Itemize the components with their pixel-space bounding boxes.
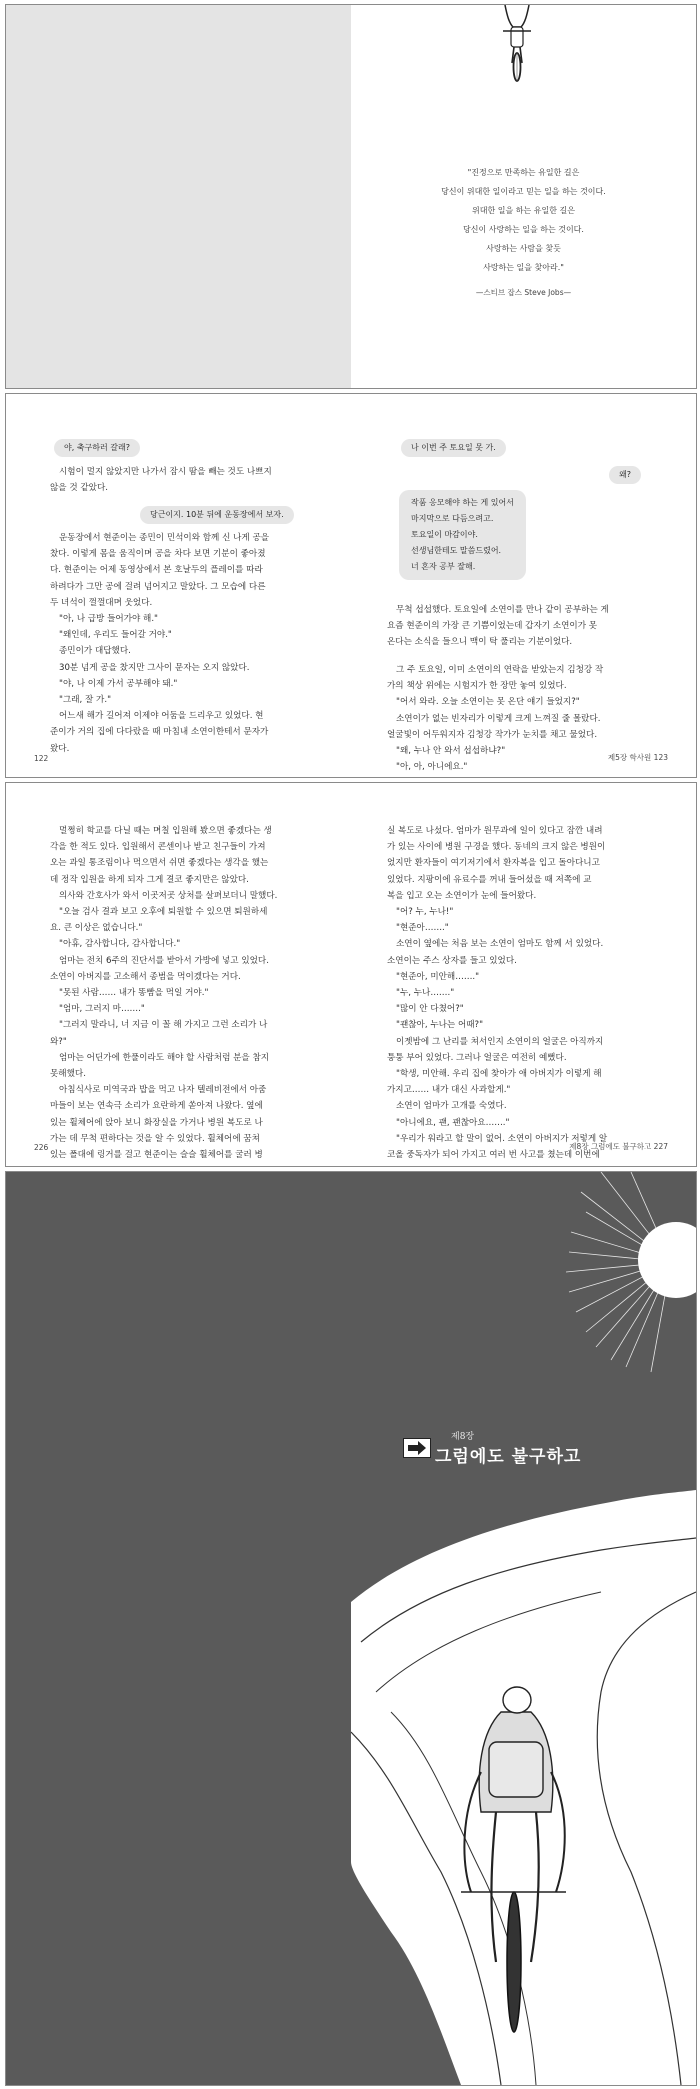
text-line: 하려다가 그만 공에 걸려 넘어지고 말았다. 그 모습에 다른	[50, 581, 266, 592]
text-line: 었지만 환자들이 여기저기에서 환자복을 입고 돌아다니고	[387, 858, 600, 869]
body-paragraph	[387, 602, 659, 651]
page-number: 226	[34, 1143, 49, 1152]
text-line: "학생, 미안해. 우리 집에 찾아가 애 아버지가 이렇게 해	[396, 1069, 602, 1080]
text-line: 운동장에서 현준이는 종민이 민석이와 함께 신 나게 공을	[59, 533, 270, 543]
body-paragraph	[50, 823, 315, 1163]
blank-gray-page	[6, 5, 351, 388]
bubble-line: 너 혼자 공부 잘해.	[411, 562, 476, 571]
chat-bubble-incoming: 나 이번 주 토요일 못 가.	[401, 439, 506, 457]
quote-line: 당신이 위대한 일이라고 믿는 일을 하는 것이다.	[441, 187, 606, 196]
bubble-line: 선생님한테도 말씀드렸어.	[411, 546, 502, 555]
quote-author: —스티브 잡스 Steve Jobs—	[475, 288, 572, 297]
chapter-number: 제8장	[451, 1432, 475, 1442]
text-line: 가지고…… 내가 대신 사과할게."	[387, 1085, 511, 1096]
text-line: 아침식사로 미역국과 밥을 먹고 나자 텔레비전에서 아줌	[59, 1085, 267, 1096]
page-number: 제5장 학사원 123	[607, 753, 668, 762]
text-line: 퉁퉁 부어 있었다. 그러나 얼굴은 여전히 예뻤다.	[387, 1052, 567, 1063]
text-line: "아, 나 급방 들어가야 해."	[59, 614, 159, 625]
text-line: 와?"	[50, 1036, 67, 1047]
chapter-opener-page	[351, 1172, 696, 2085]
text-line: "아니에요, 괜, 괜찮아요……."	[396, 1117, 510, 1128]
text-line: 다. 현준이는 어제 동영상에서 본 호날두의 플레이를 따라	[50, 565, 263, 576]
text-line: 엄마는 어딘가에 한풀이라도 해야 할 사람처럼 분을 참지	[59, 1052, 270, 1063]
text-line: "우리가 워라고 할 말이 없어. 소연이 아버지가 저렇게 알	[396, 1133, 608, 1144]
bubble-line: 작품 응모해야 하는 게 있어서	[411, 498, 514, 507]
epigraph-page	[351, 5, 696, 388]
text-line: 소연이는 주스 상자를 들고 있었다.	[387, 955, 517, 966]
text-line: "못된 사람…… 내가 똥빰을 먹일 거야."	[59, 988, 209, 999]
text-line: 30분 넘게 공을 찼지만 그사이 문자는 오지 않았다.	[59, 662, 250, 673]
chat-bubble-outgoing: 왜?	[609, 466, 641, 484]
page-122	[6, 394, 351, 777]
text-line: 이젯밤에 그 난리를 쳐서인지 소연이의 얼굴은 아직까지	[396, 1036, 604, 1047]
epigraph-quote	[351, 163, 696, 277]
bubble-line: 토요일이 마감이야.	[411, 530, 478, 539]
body-paragraph	[387, 823, 659, 1163]
quote-line: "진정으로 만족하는 유일한 길은	[467, 168, 580, 177]
text-line: 오는 과일 통조림이나 먹으면서 쉬면 좋겠다는 생각을 했는	[50, 858, 269, 869]
text-line: 엄마는 전치 6주의 진단서를 받아서 가방에 넣고 있었다.	[59, 955, 269, 966]
chapter-title: 그럼에도 불구하고	[435, 1447, 582, 1467]
text-line: 있었다. 지팡이에 유료수를 꺼내 들어섰을 때 저쪽에 교	[387, 874, 592, 885]
text-line: 왔다.	[50, 743, 70, 754]
arrow-sign-icon	[403, 1438, 431, 1458]
quote-line: 사랑하는 일을 찾아라."	[483, 263, 564, 272]
text-line: "현준아, 미안해……."	[396, 971, 480, 982]
text-line: 어느새 해가 길어져 이제야 어둠을 드리우고 있었다. 현	[59, 711, 264, 722]
text-line: 있는 폴대에 링거를 걸고 현준이는 슬슬 휠체어를 굴러 병	[50, 1150, 263, 1161]
chat-bubble-incoming-long	[399, 490, 526, 580]
bubble-line: 마지막으로 다듬으려고.	[411, 514, 494, 523]
page-number: 122	[34, 754, 49, 763]
quote-line: 당신이 사랑하는 일을 하는 것이다.	[463, 225, 584, 234]
text-line: 무척 섭섭했다. 토요일에 소연이를 만나 같이 공부하는 게	[396, 605, 609, 615]
spread-pages-122-123	[5, 393, 697, 778]
text-line: "누, 누나……."	[396, 988, 455, 999]
cyclist-illustration-icon	[487, 5, 547, 83]
chat-bubble-outgoing: 당근이지. 10분 뒤에 운동장에서 보자.	[140, 506, 294, 524]
text-line: 찼다. 이렇게 몸을 움직이며 공을 차다 보면 기분이 좋아졌	[50, 549, 266, 560]
text-line: 두 녀석이 껄껄대며 웃었다.	[50, 597, 153, 608]
text-line: 못해했다.	[50, 1069, 86, 1080]
text-line: "어? 누, 누나!"	[396, 907, 454, 918]
text-line: 있는 휠체어에 앉아 보니 화장실을 가거나 병원 복도로 나	[50, 1117, 263, 1128]
text-line: 않을 것 같았다.	[50, 483, 109, 494]
text-line: 그 주 토요일, 이미 소연이의 연락을 받았는지 김청강 작	[396, 665, 604, 675]
text-line: 각을 한 적도 있다. 입원해서 콘센이나 받고 친구들이 가져	[50, 842, 266, 853]
text-line: 가 있는 사이에 병원 구경을 했다. 동네의 크지 않은 병원이	[387, 842, 606, 853]
text-line: "왜, 누나 안 와서 섭섭하냐?"	[396, 746, 506, 757]
text-line: 소연이가 없는 빈자리가 이렇게 크게 느껴질 줄 몰랐다.	[396, 713, 601, 724]
page-123	[351, 394, 696, 777]
text-line: 소연이 아버지를 고소해서 종범을 먹이겠다는 거다.	[50, 971, 241, 982]
page-226	[6, 783, 351, 1166]
text-line: "엄마, 그러지 마……."	[59, 1004, 145, 1015]
text-line: 코올 중독자가 되어 가지고 여러 번 사고를 쳤는데 이번에	[387, 1150, 600, 1161]
text-line: 시험이 멀지 않았지만 나가서 잠시 땀을 빼는 것도 나쁘지	[59, 467, 272, 477]
text-line: 복을 입고 오는 소연이가 눈에 들어왔다.	[387, 890, 537, 901]
text-line: "많이 안 다쳤어?"	[396, 1004, 464, 1015]
text-line: 마들이 보는 연속극 소리가 요란하게 쏟아져 나왔다. 옆에	[50, 1101, 263, 1112]
text-line: 준이가 거의 집에 다다랐을 때 마침내 소연이한테서 문자가	[50, 727, 269, 738]
text-line: "현준아……."	[396, 923, 449, 934]
text-line: 실 복도로 나섰다. 엄마가 원무과에 일이 있다고 잠깐 내려	[387, 826, 603, 836]
chat-bubble-incoming: 야, 축구하러 갈래?	[54, 439, 140, 457]
text-line: 얼굴빛이 어두워지자 김청강 작가가 눈치를 채고 물었다.	[387, 729, 598, 740]
road-cyclist-illustration-icon	[351, 1172, 696, 2085]
spread-epigraph	[5, 4, 697, 389]
text-line: "어서 와라. 오늘 소연이는 못 온단 얘기 들었지?"	[396, 697, 580, 708]
text-line: "그러지 말라니, 너 지금 이 꼴 해 가지고 그런 소리가 나	[59, 1020, 268, 1031]
text-line: 소연이 옆에는 처음 보는 소연이 엄마도 함께 서 있었다.	[396, 939, 604, 950]
blank-dark-page	[6, 1172, 351, 2085]
text-line: "야, 나 이제 가서 공부해야 돼."	[59, 678, 178, 689]
text-line: "오늘 검사 결과 보고 오후에 퇴원할 수 있으면 퇴원하세	[59, 907, 268, 918]
text-line: 의사와 간호사가 와서 이곳저곳 상처를 살펴보더니 말했다.	[59, 890, 278, 901]
body-paragraph	[50, 464, 315, 496]
body-paragraph	[50, 530, 315, 757]
text-line: 가는 데 무척 편하다는 것을 알 수 있었다. 휠체어에 꿈쳐	[50, 1133, 260, 1144]
text-line: 소연이 엄마가 고개를 숙였다.	[396, 1101, 507, 1112]
page-number: 제8장 그럼에도 불구하고 227	[569, 1142, 668, 1151]
text-line: 요. 큰 이상은 없습니다."	[50, 923, 143, 934]
text-line: 요즘 현준이의 가장 큰 기쁨이었는데 갑자기 소연이가 못	[387, 621, 598, 632]
spread-pages-226-227	[5, 782, 697, 1167]
text-line: "아휴, 감사합니다, 감사합니다."	[59, 939, 181, 950]
text-line: "괜찮아, 누나는 어때?"	[396, 1020, 484, 1031]
text-line: "그래, 잘 가."	[59, 695, 112, 706]
text-line: 온다는 소식을 들으니 맥이 탁 풀리는 기분이었다.	[387, 637, 573, 648]
text-line: 가의 책상 위에는 시험지가 한 장만 놓여 있었다.	[387, 681, 567, 692]
text-line: 종민이가 대답했다.	[59, 646, 131, 657]
text-line: "왜인데, 우리도 들어갈 거야."	[59, 630, 172, 641]
quote-line: 사랑하는 사람을 찾듯	[486, 244, 561, 253]
text-line: 멀쩡히 학교를 다닐 때는 며칠 입원해 봤으면 좋겠다는 생	[59, 826, 272, 836]
text-line: "아, 아, 아니에요."	[396, 762, 468, 773]
spread-chapter-8-opener	[5, 1171, 697, 2086]
text-line: 데 정작 입원을 하게 되자 그게 결코 좋지만은 않았다.	[50, 874, 249, 885]
page-227	[351, 783, 696, 1166]
quote-line: 위대한 일을 하는 유일한 길은	[472, 206, 575, 215]
